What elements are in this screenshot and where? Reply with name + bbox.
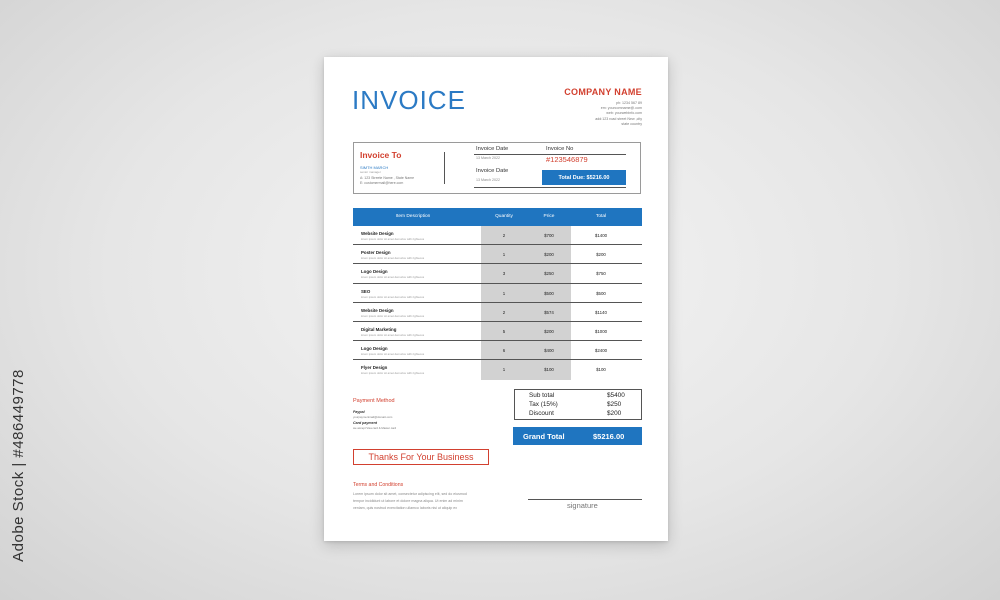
table-row	[353, 245, 642, 264]
terms-line: tempor incididunt ut labore et dolore magna aliqua. Ut enim ad minim	[353, 499, 463, 503]
invoice-date-value-2: 13 March 2022	[476, 178, 500, 182]
company-name: COMPANY NAME	[564, 87, 642, 97]
item-total: $2400	[594, 348, 608, 354]
table-row	[353, 322, 642, 341]
invoice-sheet	[324, 57, 668, 541]
stock-watermark-id	[6, 340, 30, 590]
total-due-badge: Total Due: $5216.00	[542, 170, 626, 185]
grand-total-value: $5216.00	[593, 432, 625, 441]
totals-box	[514, 389, 642, 420]
item-total: $1000	[594, 329, 608, 334]
table-row	[353, 341, 642, 360]
items-table-header	[353, 208, 642, 226]
item-desc: lorem ipsum dolor sit amet demurice with righteous	[361, 313, 425, 318]
payment-method-title: Payment Method	[353, 398, 395, 404]
item-qty: 1	[502, 290, 506, 296]
item-desc: lorem ipsum dolor sit amet demurice with righteous	[361, 371, 425, 376]
item-qty: 1	[502, 252, 506, 258]
bill-divider	[444, 152, 445, 184]
table-row	[353, 264, 642, 283]
item-title: Flyer Design	[361, 365, 388, 371]
signature-line	[528, 499, 642, 500]
discount-label: Discount	[529, 410, 554, 417]
item-desc: lorem ipsum dolor sit amet demurice with righteous	[361, 275, 425, 280]
item-total: $100	[596, 367, 606, 373]
item-price: $100	[544, 367, 554, 373]
subtotal-label: Sub total	[529, 392, 555, 399]
table-row	[353, 360, 642, 379]
item-qty: 6	[502, 348, 506, 354]
company-line: ph: 1234 567 89	[616, 101, 642, 105]
item-title: Poster Design	[361, 250, 391, 256]
signature-label: signature	[567, 501, 598, 510]
item-desc: lorem ipsum dolor sit amet demurice with righteous	[361, 352, 425, 357]
item-qty: 3	[502, 271, 506, 277]
bill-to-label: Invoice To	[360, 150, 402, 160]
item-desc: lorem ipsum dolor sit amet demurice with righteous	[361, 237, 425, 241]
header-description: Item Description	[395, 214, 431, 219]
item-title: Digital Marketing	[361, 327, 397, 332]
paypal-label: Paypal	[353, 410, 365, 414]
grand-total-label: Grand Total	[523, 432, 565, 441]
company-line: add:123 road street New ,city	[595, 116, 642, 121]
tax-label: Tax (15%)	[529, 401, 558, 408]
item-price: $250	[544, 271, 554, 277]
invoice-date-label-2: Invoice Date	[476, 168, 509, 174]
item-total: $1400	[594, 233, 608, 238]
item-desc: lorem ipsum dolor sit amet demurice with righteous	[361, 256, 425, 261]
discount-value: $200	[607, 410, 622, 417]
invoice-number-label: Invoice No	[546, 146, 574, 152]
item-price: $700	[544, 233, 554, 238]
company-line: web: yourwebinfo.com	[606, 111, 642, 116]
item-qty: 2	[502, 233, 506, 238]
item-total: $200	[596, 252, 606, 258]
bill-to-box	[353, 142, 641, 194]
header-price: Price	[543, 214, 555, 219]
company-line: em: yourcomname@.com	[600, 106, 642, 111]
header-total: Total	[595, 214, 607, 219]
item-qty: 2	[502, 309, 506, 315]
terms-title: Terms and Conditions	[353, 482, 404, 488]
terms-line: Lorem ipsum dolor sit amet, consectetur adipiscing elit, sed do eiusmod	[353, 492, 467, 496]
item-title: Logo Design	[361, 269, 388, 275]
item-desc: lorem ipsum dolor sit amet demurice with righteous	[361, 333, 425, 337]
invoice-date-label: Invoice Date	[476, 146, 509, 152]
client-name: SIMTH MARCH	[360, 165, 389, 170]
client-email: E: customermail@here.com	[360, 181, 404, 185]
table-row	[353, 226, 642, 245]
paypal-value: yourpaymentmail@domain.com	[353, 415, 393, 419]
item-title: SEO	[361, 288, 371, 294]
invoice-title: INVOICE	[352, 85, 466, 115]
thanks-message: Thanks For Your Business	[353, 449, 489, 465]
grand-total-bar	[513, 427, 642, 445]
item-title: Logo Design	[361, 346, 388, 352]
client-title: senior manager	[360, 170, 381, 174]
item-total: $750	[596, 271, 606, 277]
item-price: $200	[544, 329, 554, 334]
item-price: $574	[544, 309, 554, 315]
tax-value: $250	[607, 401, 622, 408]
terms-line: veniam, quis nostrud exercitation ullamco laboris nisi ut aliquip ex	[353, 506, 458, 510]
invoice-date-value: 13 March 2022	[476, 156, 500, 160]
client-address: A: 123 Streete Name , State Name	[360, 176, 415, 180]
item-title: Website Design	[361, 231, 394, 236]
header-quantity: Quantity	[495, 214, 513, 219]
item-desc: lorem ipsum dolor sit amet demurice with righteous	[361, 294, 425, 299]
company-contact	[595, 101, 642, 127]
item-qty: 1	[502, 367, 506, 373]
stock-watermark-text: Adobe Stock | #486449778	[9, 368, 27, 562]
item-total: $1140	[595, 309, 607, 315]
company-line: state country	[621, 121, 642, 126]
card-label: Card payment	[353, 421, 377, 425]
table-row	[353, 303, 642, 322]
item-price: $500	[544, 290, 554, 296]
subtotal-value: $5400	[607, 392, 625, 399]
table-row	[353, 284, 642, 303]
item-qty: 5	[502, 329, 506, 334]
item-price: $400	[544, 348, 554, 354]
item-price: $200	[544, 252, 554, 258]
meta-bottom-rule	[474, 187, 626, 188]
card-value: we accept Visa card & Master card	[353, 426, 397, 430]
item-total: $500	[596, 290, 606, 296]
item-title: Website Design	[361, 307, 394, 313]
invoice-number: #123546879	[546, 155, 588, 164]
